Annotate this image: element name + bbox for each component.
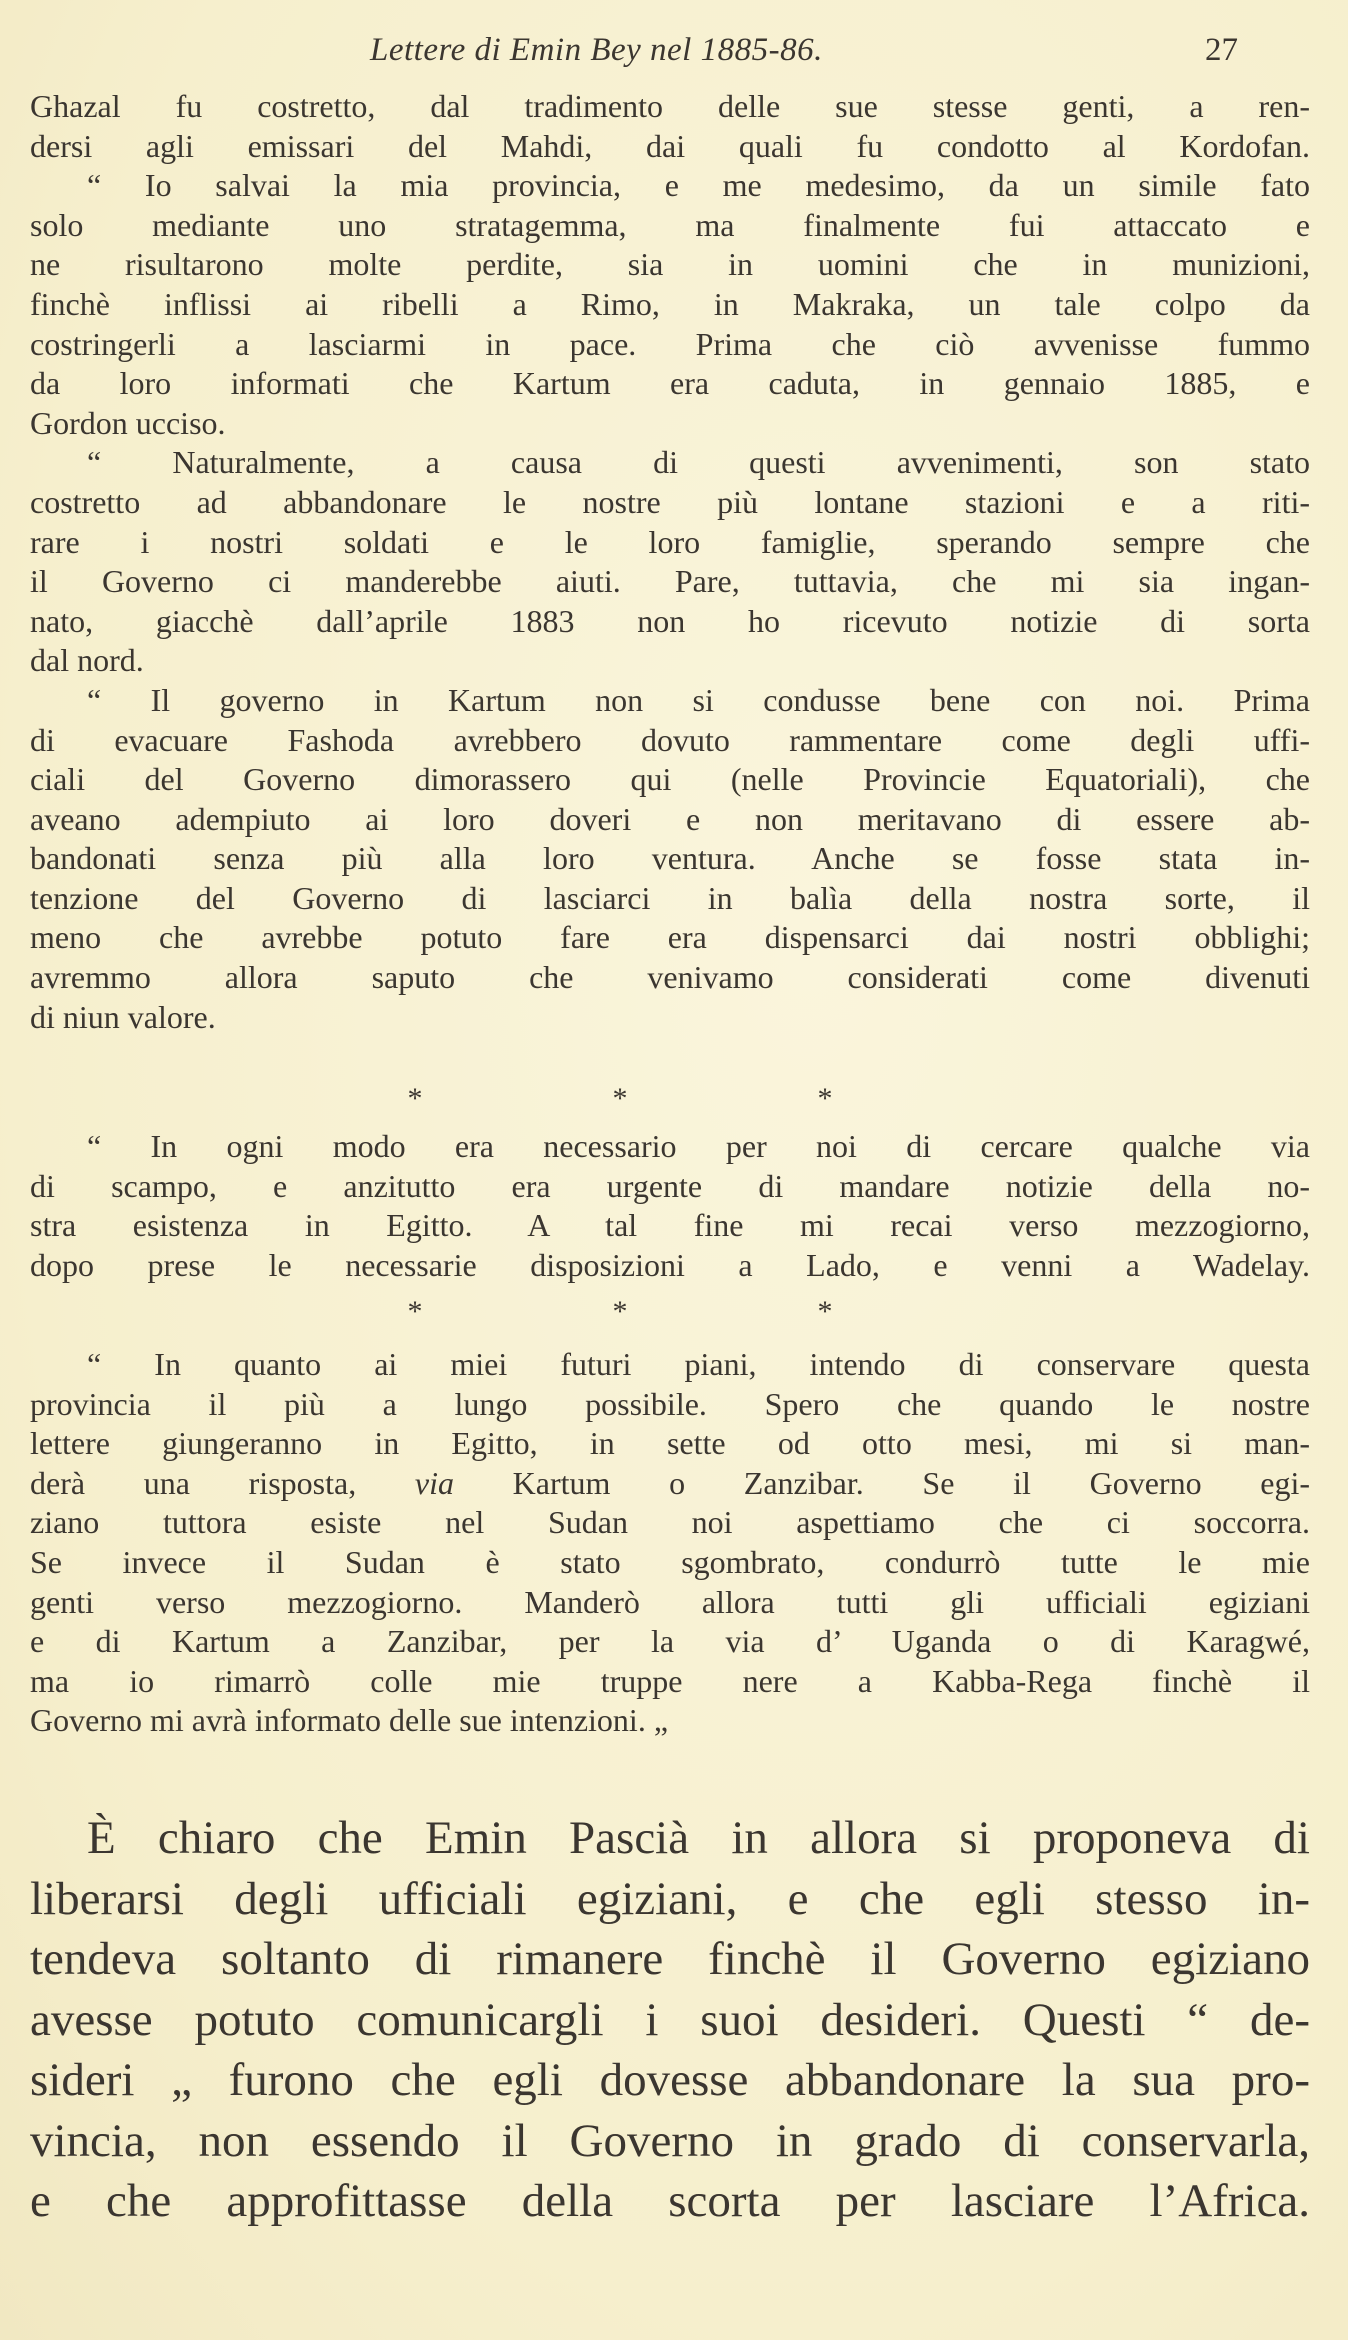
- text-line: dersi agli emissari del Mahdi, dai quali fu condotto al Kordofan.: [30, 127, 1310, 164]
- section-separator: [0, 1292, 1240, 1332]
- text-section-letter-part-1: [30, 87, 1310, 1037]
- text-line: bandonati senza più alla loro ventura. Anche se fosse stata in-: [30, 840, 1310, 877]
- text-line: “ Naturalmente, a causa di questi avvenimenti, son stato: [87, 444, 1310, 481]
- paragraph: [30, 1808, 1310, 2232]
- text-line: tenzione del Governo di lasciarci in balìa della nostra sorte, il: [30, 879, 1310, 916]
- text-line: nato, giacchè dall’aprile 1883 non ho ricevuto notizie di sorta: [30, 602, 1310, 639]
- text-line: “ Il governo in Kartum non si condusse bene con noi. Prima: [87, 681, 1310, 718]
- text-line: solo mediante uno stratagemma, ma finalmente fui attaccato e: [30, 206, 1310, 243]
- text-line: avesse potuto comunicargli i suoi desideri. Questi “ de-: [30, 1993, 1310, 2046]
- text-line: “ In ogni modo era necessario per noi di cercare qualche via: [87, 1128, 1310, 1164]
- text-line: costringerli a lasciarmi in pace. Prima che ciò avvenisse fummo: [30, 325, 1310, 362]
- text-line: costretto ad abbandonare le nostre più lontane stazioni e a riti-: [30, 483, 1310, 520]
- paragraph: [30, 166, 1310, 443]
- text-line: dal nord.: [30, 642, 144, 679]
- text-line: meno che avrebbe potuto fare era dispensarci dai nostri obblighi;: [30, 919, 1310, 956]
- text-line: di niun valore.: [30, 998, 216, 1035]
- text-line: finchè inflissi ai ribelli a Rimo, in Makraka, un tale colpo da: [30, 285, 1310, 322]
- text-line: provincia il più a lungo possibile. Spero che quando le nostre: [30, 1385, 1310, 1422]
- running-title: Lettere di Emin Bey nel 1885-86.: [370, 32, 823, 68]
- text-line: rare i nostri soldati e le loro famiglie, sperando sempre che: [30, 523, 1310, 560]
- paragraph: [30, 87, 1310, 166]
- text-line: lettere giungeranno in Egitto, in sette od otto mesi, mi si man-: [30, 1425, 1310, 1462]
- asterisk: *: [817, 1295, 833, 1328]
- asterisk: *: [612, 1082, 628, 1115]
- text-line: di evacuare Fashoda avrebbero dovuto rammentare come degli uffi-: [30, 721, 1310, 758]
- text-line: Ghazal fu costretto, dal tradimento delle sue stesse genti, a ren-: [30, 88, 1310, 124]
- text-line: stra esistenza in Egitto. A tal fine mi recai verso mezzogiorno,: [30, 1207, 1310, 1244]
- section-separator: [0, 1079, 1240, 1119]
- running-head: [30, 32, 1310, 76]
- asterisk: *: [407, 1295, 423, 1328]
- text-line: dopo prese le necessarie disposizioni a Lado, e venni a Wadelay.: [30, 1246, 1310, 1283]
- text-line: avremmo allora saputo che venivamo considerati come divenuti: [30, 959, 1310, 996]
- text-line: [30, 1464, 1310, 1504]
- text-line: Governo mi avrà informato delle sue intenzioni. „: [30, 1702, 669, 1739]
- text-line: il Governo ci manderebbe aiuti. Pare, tuttavia, che mi sia ingan-: [30, 563, 1310, 600]
- asterisk: *: [407, 1082, 423, 1115]
- asterisk: *: [817, 1082, 833, 1115]
- text-fragment: derà una risposta,: [30, 1464, 415, 1501]
- text-line: e che approfittasse della scorta per lasciare l’Africa.: [30, 2175, 1310, 2227]
- text-line: ne risultarono molte perdite, sia in uomini che in munizioni,: [30, 246, 1310, 283]
- text-line: ciali del Governo dimorassero qui (nelle Provincie Equatoriali), che: [30, 761, 1310, 798]
- text-line: genti verso mezzogiorno. Manderò allora tutti gli ufficiali egiziani: [30, 1583, 1310, 1620]
- text-line: tendeva soltanto di rimanere finchè il Governo egiziano: [30, 1933, 1310, 1985]
- italic-word: via: [414, 1464, 454, 1501]
- text-section-letter-part-3: [30, 1345, 1310, 1741]
- text-line: e di Kartum a Zanzibar, per la via d’ Uganda o di Karagwé,: [30, 1623, 1310, 1660]
- paragraph: [30, 1127, 1310, 1285]
- paragraph: [30, 1345, 1310, 1741]
- text-line: “ In quanto ai miei futuri piani, intendo di conservare questa: [87, 1346, 1310, 1382]
- text-line: sideri „ furono che egli dovesse abbandonare la sua pro-: [30, 2054, 1310, 2106]
- text-line: Se invece il Sudan è stato sgombrato, condurrò tutte le mie: [30, 1543, 1310, 1580]
- text-section-letter-part-2: [30, 1127, 1310, 1285]
- paragraph: [30, 443, 1310, 681]
- text-line: “ Io salvai la mia provincia, e me medesimo, da un simile fato: [87, 167, 1310, 204]
- asterisk: *: [612, 1295, 628, 1328]
- text-section-commentary: [30, 1808, 1310, 2232]
- text-line: È chiaro che Emin Pascià in allora si proponeva di: [87, 1812, 1310, 1864]
- text-line: Gordon ucciso.: [30, 404, 226, 441]
- text-fragment: Kartum o Zanzibar. Se il Governo egi-: [453, 1464, 1311, 1501]
- text-line: da loro informati che Kartum era caduta, in gennaio 1885, e: [30, 365, 1310, 402]
- text-line: ziano tuttora esiste nel Sudan noi aspettiamo che ci soccorra.: [30, 1504, 1310, 1541]
- text-line: aveano adempiuto ai loro doveri e non meritavano di essere ab-: [30, 800, 1310, 837]
- page-number: 27: [1205, 32, 1238, 68]
- text-line: di scampo, e anzitutto era urgente di mandare notizie della no-: [30, 1167, 1310, 1204]
- text-line: vincia, non essendo il Governo in grado di conservarla,: [30, 2114, 1310, 2167]
- text-line: liberarsi degli ufficiali egiziani, e che egli stesso in-: [30, 1872, 1310, 1925]
- paragraph: [30, 681, 1310, 1037]
- text-line: ma io rimarrò colle mie truppe nere a Kabba-Rega finchè il: [30, 1662, 1310, 1699]
